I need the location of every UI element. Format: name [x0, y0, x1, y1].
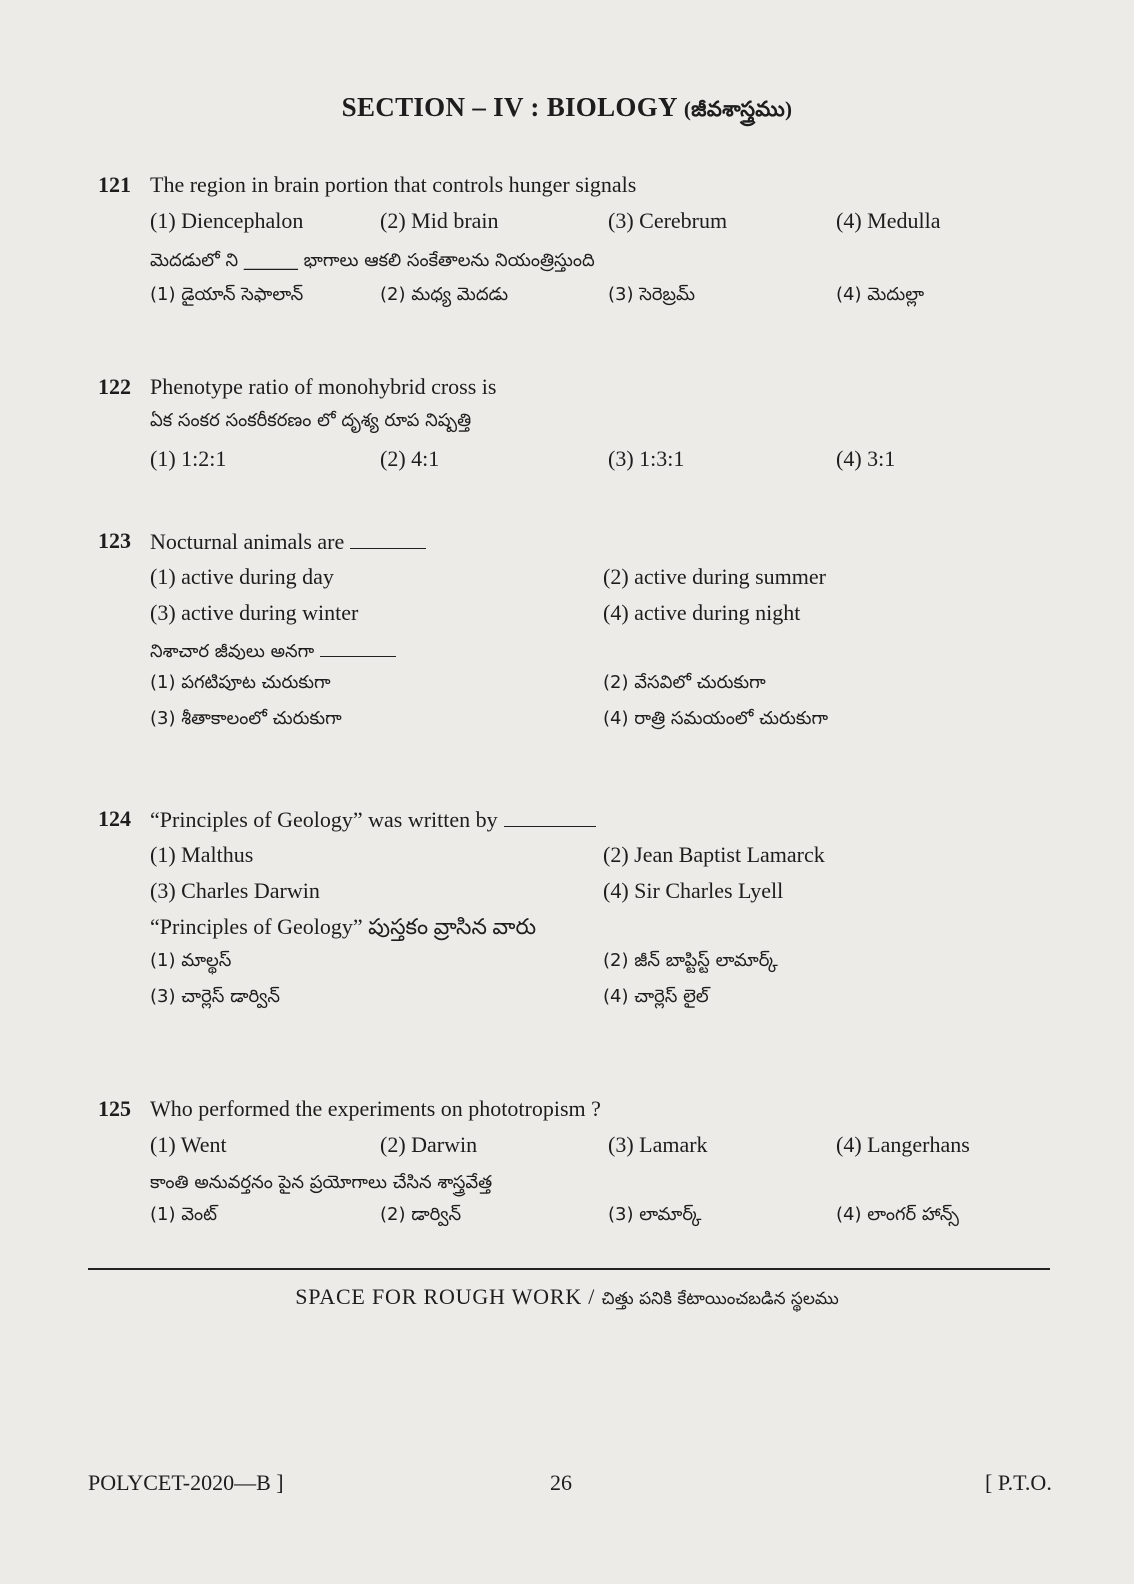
- option-3: (3) active during winter: [150, 600, 359, 625]
- question-text-telugu: నిశాచార జీవులు అనగా: [150, 641, 315, 662]
- section-title-telugu: (జీవశాస్త్రము): [683, 97, 793, 121]
- option-2-telugu: (2) మధ్య మెదడు: [380, 284, 509, 305]
- question-text-telugu: “Principles of Geology” పుస్తకం వ్రాసిన వారు: [150, 914, 537, 939]
- question-text: “Principles of Geology” was written by: [150, 807, 498, 832]
- option-4-telugu: (4) లాంగర్ హాన్స్: [836, 1204, 959, 1225]
- option-1-telugu: (1) వెంట్: [150, 1204, 218, 1225]
- option-1-telugu: (1) మాల్థస్: [150, 950, 232, 971]
- option-3: (3) Charles Darwin: [150, 878, 320, 903]
- question-text-telugu: కాంతి అనువర్తనం పైన ప్రయోగాలు చేసిన శాస్త్రవేత్త: [150, 1172, 493, 1193]
- option-3-telugu: (3) చార్లెస్ డార్విన్: [150, 986, 281, 1007]
- question-text-telugu: మెదడులో ని ______ భాగాలు ఆకలి సంకేతాలను నియంత్రిస్తుంది: [150, 250, 595, 271]
- question-123: [98, 528, 1058, 744]
- question-number: 124: [98, 806, 131, 831]
- option-1: (1) Diencephalon: [150, 208, 304, 233]
- option-2: (2) Jean Baptist Lamarck: [603, 842, 825, 867]
- question-122: [98, 374, 1058, 482]
- option-2-telugu: (2) డార్విన్: [380, 1204, 462, 1225]
- rough-work-divider: [88, 1268, 1050, 1270]
- option-4-telugu: (4) మెదుల్లా: [836, 284, 925, 305]
- page-number: 26: [550, 1470, 572, 1495]
- answer-blank: [320, 636, 396, 657]
- section-heading: [0, 92, 1134, 127]
- answer-blank: [504, 806, 596, 827]
- rough-work-text: SPACE FOR ROUGH WORK /: [295, 1284, 596, 1309]
- option-1: (1) Malthus: [150, 842, 254, 867]
- rough-work-text-telugu: చిత్తు పనికి కేటాయించబడిన స్థలము: [601, 1289, 839, 1309]
- question-text: Nocturnal animals are: [150, 529, 345, 554]
- option-2: (2) 4:1: [380, 446, 440, 471]
- paper-code: POLYCET-2020—B ]: [88, 1470, 284, 1495]
- pto-label: [ P.T.O.: [985, 1470, 1052, 1495]
- option-4: (4) Langerhans: [836, 1132, 970, 1157]
- option-3: (3) 1:3:1: [608, 446, 685, 471]
- option-3: (3) Lamark: [608, 1132, 708, 1157]
- option-3-telugu: (3) లామార్క్: [608, 1204, 702, 1225]
- option-1: (1) active during day: [150, 564, 334, 589]
- option-1-telugu: (1) పగటిపూట చురుకుగా: [150, 672, 331, 693]
- question-number: 125: [98, 1096, 131, 1121]
- question-124: [98, 806, 1058, 1022]
- question-text: Phenotype ratio of monohybrid cross is: [150, 374, 497, 399]
- option-4: (4) 3:1: [836, 446, 896, 471]
- question-121: [98, 172, 1058, 316]
- section-title: SECTION – IV : BIOLOGY: [341, 92, 677, 122]
- question-number: 123: [98, 528, 131, 553]
- option-1: (1) 1:2:1: [150, 446, 227, 471]
- option-3-telugu: (3) సెరెబ్రమ్: [608, 284, 696, 305]
- option-4-telugu: (4) రాత్రి సమయంలో చురుకుగా: [603, 708, 829, 729]
- option-3-telugu: (3) శీతాకాలంలో చురుకుగా: [150, 708, 342, 729]
- question-number: 121: [98, 172, 131, 197]
- option-4: (4) Medulla: [836, 208, 941, 233]
- option-2: (2) active during summer: [603, 564, 826, 589]
- option-2-telugu: (2) వేసవిలో చురుకుగా: [603, 672, 766, 693]
- option-2: (2) Mid brain: [380, 208, 499, 233]
- option-2-telugu: (2) జీన్ బాప్టిస్ట్ లామార్క్: [603, 950, 778, 971]
- option-3: (3) Cerebrum: [608, 208, 728, 233]
- option-4: (4) Sir Charles Lyell: [603, 878, 784, 903]
- option-2: (2) Darwin: [380, 1132, 478, 1157]
- option-4: (4) active during night: [603, 600, 801, 625]
- option-4-telugu: (4) చార్లెస్ లైల్: [603, 986, 709, 1007]
- question-number: 122: [98, 374, 131, 399]
- question-text: Who performed the experiments on phototropism ?: [150, 1096, 601, 1121]
- question-text: The region in brain portion that controls hunger signals: [150, 172, 637, 197]
- answer-blank: [350, 528, 426, 549]
- option-1: (1) Went: [150, 1132, 227, 1157]
- rough-work-label: [0, 1284, 1134, 1313]
- option-1-telugu: (1) డైయాన్ సెఫాలాన్: [150, 284, 304, 305]
- question-125: [98, 1096, 1058, 1240]
- question-text-telugu: ఏక సంకర సంకరీకరణం లో దృశ్య రూప నిష్పత్తి: [150, 410, 472, 431]
